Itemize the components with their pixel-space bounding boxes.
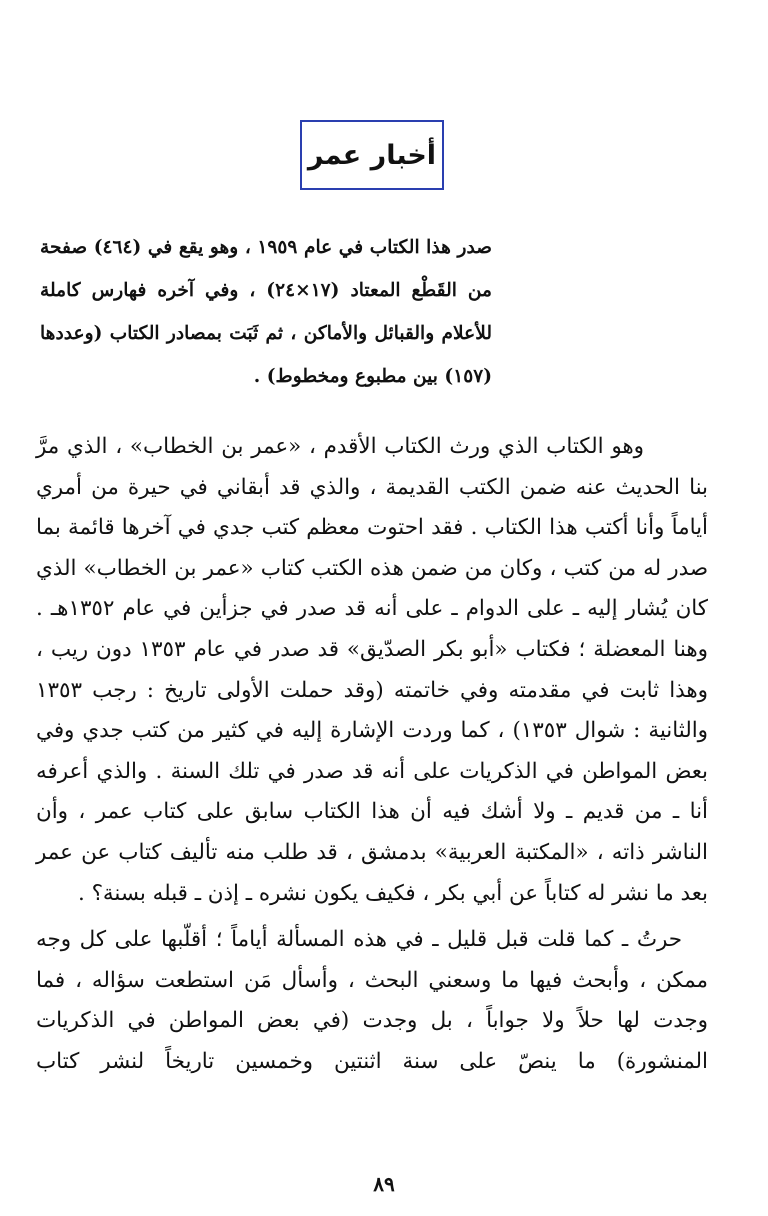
intro-note [40,226,492,398]
page-number: ٨٩ [373,1172,395,1196]
intro-paragraph: صدر هذا الكتاب في عام ١٩٥٩ ، وهو يقع في (٤٦٤) صفحة من القَطْع المعتاد (١٧×٢٤) ، وفي آخره فهارس كاملة للأعلام والقبائل والأماكن ، ثم ثَبَت بمصادر الكتاب (وعددها (١٥٧) بين مطبوع ومخطوط) . [40,237,493,387]
body-paragraph-2: حرتُ ـ كما قلت قبل قليل ـ في هذه المسألة أياماً ؛ أقلّبها على كل وجه ممكن ، وأبحث فيها ما وسعني البحث ، وأسأل مَن استطعت سؤاله ، فما وجدت لها حلاً ولا جواباً ، بل وجدت (في بعض المواطن في الذكريات المنشورة) ما ينصّ على سنة اثنتين وخمسين تاريخاً لنشر كتاب [36,927,708,1074]
chapter-title: أخبار عمر [307,139,437,171]
body-paragraph-1: وهو الكتاب الذي ورث الكتاب الأقدم ، «عمر بن الخطاب» ، الذي مرَّ بنا الحديث عنه ضمن الكتب القديمة ، والذي قد أبقاني في حيرة من أمري أياماً وأنا أكتب هذا الكتاب . فقد احتوت معظم كتب جدي في آخرها قائمة بما صدر له من كتب ، وكان من ضمن هذه الكتب كتاب «عمر بن الخطاب» الذي كان يُشار إليه ـ على الدوام ـ على أنه قد صدر في جزأين في عام ١٣٥٢هـ . وهنا المعضلة ؛ فكتاب «أبو بكر الصدّيق» قد صدر في عام ١٣٥٣ دون ريب ، وهذا ثابت في مقدمته وفي خاتمته (وقد حملت الأولى تاريخ : رجب ١٣٥٣ والثانية : شوال ١٣٥٣) ، كما وردت الإشارة إليه في كثير من كتب جدي وفي بعض المواطن في الذكريات على أنه قد صدر في تلك السنة . والذي أعرفه أنا ـ من قديم ـ ولا أشك فيه أن هذا الكتاب سابق على كتاب عمر ، وأن الناشر ذاته ، «المكتبة العربية» بدمشق ، قد طلب منه تأليف كتاب عن عمر بعد ما نشر له كتاباً عن أبي بكر ، فكيف يكون نشره ـ إذن ـ قبله بسنة؟ . [36,434,708,906]
body-text [36,427,708,1083]
chapter-title-box [300,120,444,190]
